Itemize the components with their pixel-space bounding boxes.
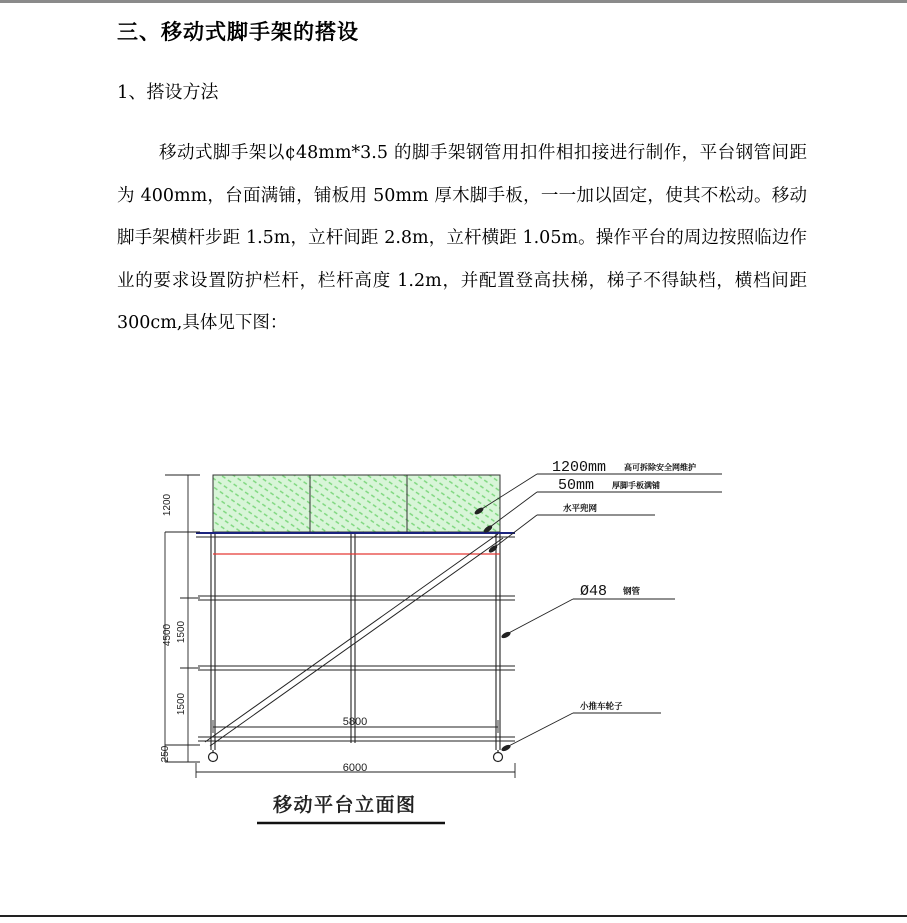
- dim-1500-upper: 1500: [176, 620, 187, 644]
- callout-net-desc: 高可拆除安全网维护: [624, 463, 696, 472]
- callout-net-size: 1200mm: [552, 459, 607, 476]
- dim-5800: 5800: [342, 716, 368, 728]
- bottom-border: [0, 915, 907, 917]
- left-dimension-line: [165, 475, 200, 762]
- diagonal-brace: [205, 534, 503, 746]
- callout-flat-net: 水平兜网: [563, 504, 598, 514]
- safety-net-panels: [213, 475, 500, 532]
- callout-board-size: 50mm: [558, 477, 595, 494]
- callout-arrowheads: [473, 506, 511, 752]
- callout-pipe-size: Ø48: [580, 583, 608, 600]
- wheels: [209, 750, 503, 762]
- callout-pipe-desc: 钢管: [623, 587, 641, 597]
- dim-250: 250: [160, 745, 171, 763]
- dim-1200: 1200: [162, 493, 173, 517]
- callout-wheel: 小推车轮子: [580, 702, 623, 712]
- dim-6000: 6000: [342, 762, 368, 774]
- left-dimension-labels: [160, 493, 187, 762]
- body-paragraph: 移动式脚手架以¢48mm*3.5 的脚手架钢管用扣件相扣接进行制作，平台钢管间距为 400mm，台面满铺，铺板用 50mm 厚木脚手板，一一加以固定，使其不松动。移动脚手架横杆步距 1.5m，立杆间距 2.8m，立杆横距 1.05m。操作平台的周边按照临边作业的要求设置防护栏杆，栏杆高度 1.2m，并配置登高扶梯，梯子不得缺档，横档间距 300cm,具体见下图：: [117, 143, 807, 333]
- dim-1500-lower: 1500: [176, 692, 187, 716]
- callout-board-desc: 厚脚手板满铺: [612, 481, 660, 490]
- dim-4500: 4500: [162, 623, 173, 647]
- drawing-caption: 移动平台立面图: [273, 794, 417, 816]
- section-heading: 三、移动式脚手架的搭设: [117, 20, 359, 44]
- subsection-heading: 1、搭设方法: [117, 82, 219, 103]
